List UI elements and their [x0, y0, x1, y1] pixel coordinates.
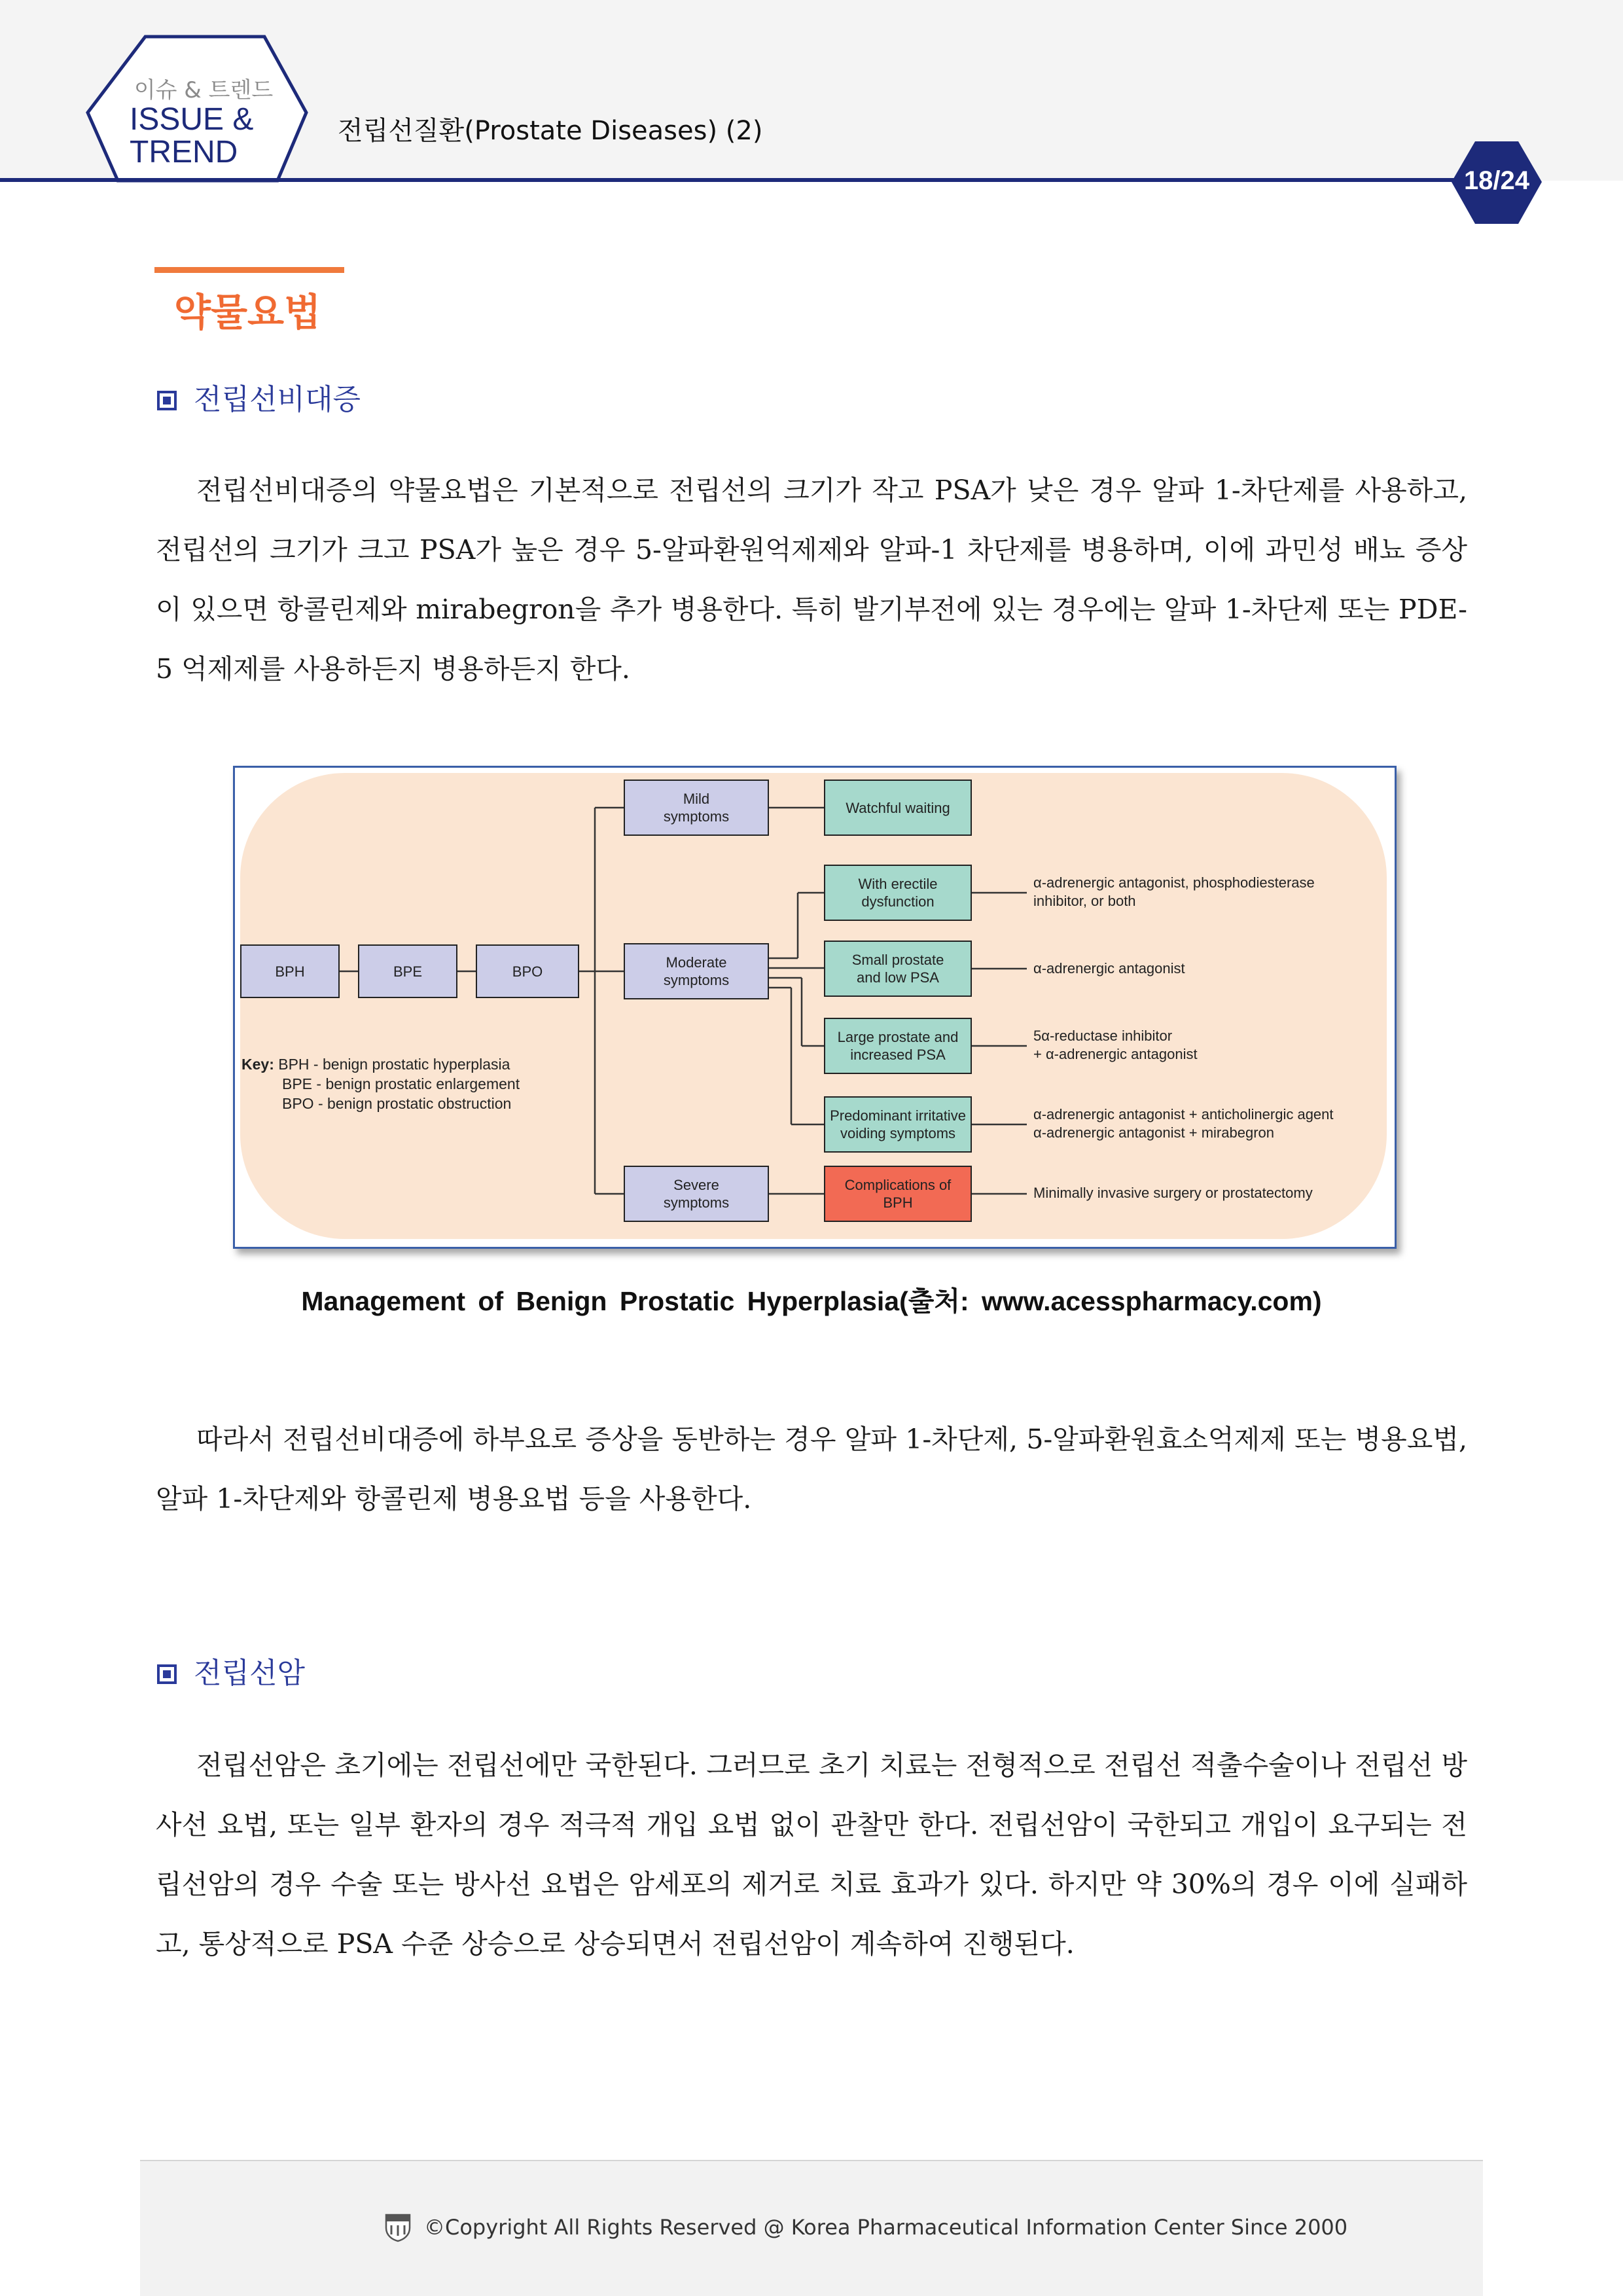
subheading-bph-text: 전립선비대증: [194, 383, 361, 416]
node-erectile-dysfunction: With erectile dysfunction: [824, 865, 972, 921]
node-severe-symptoms: Severe symptoms: [624, 1166, 769, 1222]
key-label: Key:: [241, 1056, 274, 1073]
subheading-prostate-cancer-text: 전립선암: [194, 1657, 306, 1690]
paragraph-bph-therapy: [156, 461, 1467, 699]
square-bullet-icon: [157, 391, 177, 410]
document-title: 전립선질환(Prostate Diseases) (2): [338, 116, 763, 146]
paragraph-bph-combination-text: 따라서 전립선비대증에 하부요로 증상을 동반하는 경우 알파 1-차단제, 5-알파환원효소억제제 또는 병용요법, 알파 1-차단제와 항콜린제 병용요법 등을 사용한다.: [156, 1424, 1467, 1515]
outcome-large-prostate: 5α-reductase inhibitor + α-adrenergic antagonist: [1033, 1028, 1198, 1062]
paragraph-bph-therapy-text: 전립선비대증의 약물요법은 기본적으로 전립선의 크기가 작고 PSA가 낮은 경우 알파 1-차단제를 사용하고, 전립선의 크기가 크고 PSA가 높은 경우 5-알파환원억제제와 알파-1 차단제를 병용하며, 이에 과민성 배뇨 증상이 있으면 항콜린제와 mirabegron을 추가 병용한다. 특히 발기부전에 있는 경우에는 알파 1-차단제 또는 PDE-5 억제제를 사용하든지 병용하든지 한다.: [156, 475, 1467, 685]
node-small-prostate: Small prostate and low PSA: [824, 941, 972, 997]
key-bph: BPH - benign prostatic hyperplasia: [278, 1056, 510, 1073]
outcome-small-prostate: α-adrenergic antagonist: [1033, 960, 1185, 977]
node-irritative-symptoms: Predominant irritative voiding symptoms: [824, 1096, 972, 1153]
paragraph-bph-combination: [156, 1410, 1467, 1529]
key-bpo: BPO - benign prostatic obstruction: [282, 1095, 512, 1112]
figure-caption: Management of Benign Prostatic Hyperplasia(출처: www.acesspharmacy.com): [301, 1286, 1322, 1316]
outcome-complications: Minimally invasive surgery or prostatectomy: [1033, 1185, 1313, 1201]
subheading-bph: [157, 376, 361, 418]
paragraph-prostate-cancer: [156, 1736, 1467, 1974]
outcome-irritative: α-adrenergic antagonist + anticholinergic agent α-adrenergic antagonist + mirabegron: [1033, 1106, 1334, 1141]
kpic-emblem-icon: [383, 2212, 412, 2242]
node-moderate-symptoms: Moderate symptoms: [624, 943, 769, 999]
logo-title-line2: TREND: [130, 135, 238, 170]
footer-copyright: ©Copyright All Rights Reserved @ Korea Pharmaceutical Information Center Since 2000: [424, 2215, 1348, 2240]
footer-rule: [140, 2160, 1483, 2161]
node-watchful-waiting: Watchful waiting: [824, 780, 972, 836]
square-bullet-icon: [157, 1664, 177, 1684]
logo-subtitle: 이슈 & 트렌드: [134, 77, 274, 103]
paragraph-prostate-cancer-text: 전립선암은 초기에는 전립선에만 국한된다. 그러므로 초기 치료는 전형적으로 전립선 적출수술이나 전립선 방사선 요법, 또는 일부 환자의 경우 적극적 개입 요법 없이 관찰만 한다. 전립선암이 국한되고 개입이 요구되는 전립선암의 경우 수술 또는 방사선 요법은 암세포의 제거로 치료 효과가 있다. 하지만 약 30%의 경우 이에 실패하고, 통상적으로 PSA 수준 상승으로 상승되면서 전립선암이 계속하여 진행된다.: [156, 1749, 1467, 1960]
node-bpe: BPE: [358, 944, 457, 998]
logo-title: [130, 103, 253, 169]
bph-management-figure: [233, 766, 1397, 1249]
section-accent-bar: [154, 267, 344, 273]
node-complications: Complications of BPH: [824, 1166, 972, 1222]
subheading-prostate-cancer: [157, 1649, 305, 1691]
header-rule: [0, 178, 1472, 182]
figure-connectors: [235, 768, 1395, 1247]
node-bpo: BPO: [476, 944, 579, 998]
figure-key: [241, 1054, 520, 1113]
logo-title-line1: ISSUE &: [130, 102, 254, 137]
node-bph: BPH: [240, 944, 340, 998]
page-number-badge: 18/24: [1463, 166, 1530, 195]
section-title: 약물요법: [174, 290, 321, 334]
outcome-erectile: α-adrenergic antagonist, phosphodiesterase inhibitor, or both: [1033, 874, 1315, 909]
node-mild-symptoms: Mild symptoms: [624, 780, 769, 836]
key-bpe: BPE - benign prostatic enlargement: [282, 1075, 520, 1092]
node-large-prostate: Large prostate and increased PSA: [824, 1018, 972, 1074]
